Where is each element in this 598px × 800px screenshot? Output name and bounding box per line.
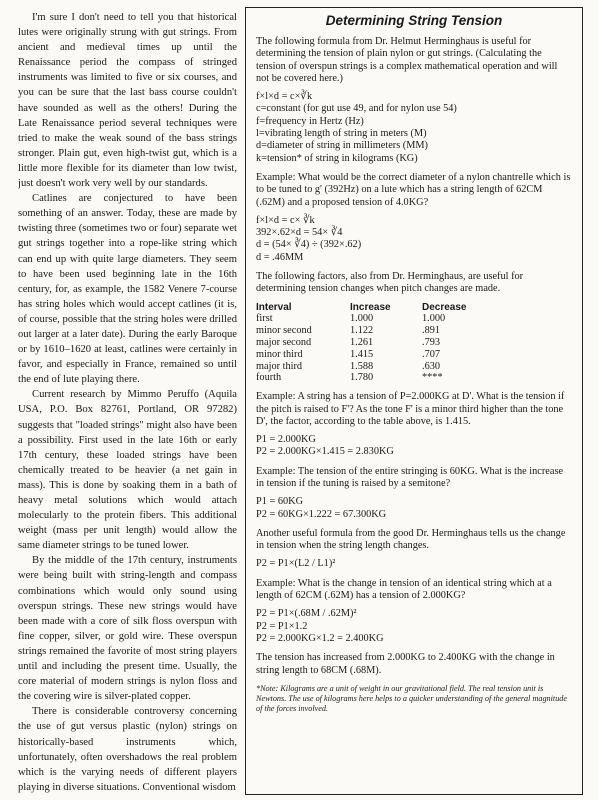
calc-line: P2 = P1×1.2 xyxy=(256,620,308,632)
left-column xyxy=(18,10,237,796)
cell-decrease: .630 xyxy=(422,360,441,372)
calculation-length-change xyxy=(256,608,572,645)
calc-line: P2 = 2.000KG×1.2 = 2.400KG xyxy=(256,632,384,644)
table-header-row xyxy=(256,302,492,314)
paragraph-gut-strings: I'm sure I don't need to tell you that historical lutes were originally strung with gut strings. From ancient and medieval times up until the Renaissance period the compass of stringed instruments was limited to five or six courses, and you can be sure that the last bass course couldn't have sounded as well as the others! During the Late Renaissance period several techniques were tried to make the weak sound of the bass strings stronger. Plain gut, even high-twist gut, which is a little more flexible for its diameter than low twist, just doesn't work very well by our standards. xyxy=(18,12,237,190)
paragraph-overspun-strings: By the middle of the 17th century, instruments were being built with string-length and compass combinations which would only sound using overspun strings. These new strings would have been made with a core of silk floss overspun with fine copper, silver, or gold wire. These overspun strings remained the favorite of most string players until and including the present time. Usually, the core material of modern strings is nylon floss and the covering wire is silver-plated copper. xyxy=(18,555,237,703)
header-decrease: Decrease xyxy=(422,301,467,313)
footnote: *Note: Kilograms are a unit of weight in our gravitational field. The real tension unit is Newtons. The use of kilograms here helps to a quicker understanding of the general magnitude of the forces involved. xyxy=(256,683,568,713)
calc-line: d = (54× ∛4) ÷ (392×.62) xyxy=(256,239,362,251)
cell-increase: 1.261 xyxy=(350,337,374,349)
example-length-change: Example: What is the change in tension of an identical string which at a length of 62CM (.62M) has a tension of 2.000KG? xyxy=(256,577,552,602)
cell-interval: major second xyxy=(256,337,312,349)
calc-line: P2 = 60KG×1.222 = 67.300KG xyxy=(256,508,387,520)
calc-line: P1 = 60KG xyxy=(256,496,303,508)
paragraph-loaded-strings: Current research by Mimmo Peruffo (Aquila USA, P.O. Box 82761, Portland, OR 97282) suggests that "loaded strings" might also have been a possibility. First used in the late 16th or early 17th century, these loaded strings have been chemically treated to be heavier (a net gain in mass). This is done by soaking them in a bath of heavy metal solutions which would attach molecularly to the protein fibers. This additional weight (mass per unit length) would allow the same diameter strings to be tuned lower. xyxy=(18,389,237,552)
cell-interval: major third xyxy=(256,360,303,372)
formula-line: c=constant (for gut use 49, and for nylon use 54) xyxy=(256,103,457,115)
header-increase: Increase xyxy=(350,301,391,313)
cell-increase: 1.000 xyxy=(350,313,374,325)
formula-line: f=frequency in Hertz (Hz) xyxy=(256,115,364,127)
cell-decrease: .707 xyxy=(422,348,441,360)
length-formula: P2 = P1×(L2 / L1)² xyxy=(256,558,336,570)
cell-increase: 1.122 xyxy=(350,325,374,337)
example-semitone: Example: The tension of the entire stringing is 60KG. What is the increase in tension if the tuning is raised by a semitone? xyxy=(256,465,564,489)
calc-line: P1 = 2.000KG xyxy=(256,434,316,446)
table-row xyxy=(256,361,492,373)
formula-line: l=vibrating length of string in meters (M) xyxy=(256,128,427,140)
box-title: Determining String Tension xyxy=(325,13,503,28)
factors-intro: The following factors, also from Dr. Herminghaus, are useful for determining tension changes when pitch changes are made. xyxy=(256,271,524,295)
another-formula-text: Another useful formula from the good Dr. Herminghaus tells us the change in tension when the string length changes. xyxy=(256,527,566,552)
calculation-pitch-change xyxy=(256,434,572,459)
formula-line: k=tension* of string in kilograms (KG) xyxy=(256,152,418,164)
cell-interval: minor second xyxy=(256,325,312,337)
calc-line: f×l×d = c× ∛k xyxy=(256,214,315,226)
cell-interval: fourth xyxy=(256,372,282,384)
cell-increase: 1.780 xyxy=(350,372,374,384)
cell-decrease: 1.000 xyxy=(422,313,446,325)
calc-line: d = .46MM xyxy=(256,251,304,263)
cell-increase: 1.415 xyxy=(350,348,374,360)
table-row xyxy=(256,372,492,384)
paragraph-catlines: Catlines are conjectured to have been something of an answer. Today, these are made by twisting three (sometimes two or four) separate wet gut strings together into a rope-like string which can end up with quite large diameters. They seem to have been used beginning late in the 16th century, for, as example, the 1582 Venere 7-course has string holes which would accept catlines (it is, of course, possible that the string holes were drilled out larger at a later date). During the early Baroque or by 1610–1620 at least, catlines were certainly in favor, and especially in France, remained so until the end of lute playing there. xyxy=(18,193,237,386)
table-row xyxy=(256,313,492,325)
cell-decrease: .793 xyxy=(422,337,441,349)
cell-interval: minor third xyxy=(256,348,303,360)
cell-decrease: .891 xyxy=(422,325,441,337)
cell-decrease: **** xyxy=(422,372,443,384)
formula-line: d=diameter of string in millimeters (MM) xyxy=(256,140,428,152)
cell-interval: first xyxy=(256,313,273,325)
box-intro: The following formula from Dr. Helmut Herminghaus is useful for determining the tension of plain nylon or gut strings. (Calculating the tension of overspun strings is a complex mathematical operation and will not be covered here.) xyxy=(256,36,558,84)
conclusion-text: The tension has increased from 2.000KG to 2.400KG with the change in string length to 68CM (.68M). xyxy=(256,652,555,676)
string-tension-box xyxy=(245,7,583,795)
calc-line: 392×.62×d = 54× ∛4 xyxy=(256,227,343,239)
calc-line: P2 = P1×(.68M / .62M)² xyxy=(256,608,357,620)
table-row xyxy=(256,349,492,361)
formula-definitions xyxy=(256,91,572,165)
paragraph-controversy: There is considerable controversy concerning the use of gut versus plastic (nylon) strings on historically-based instruments which, unfortunately, often overshadows the real problem which is the varying needs of different players playing in diverse situations. Conventional wisdom xyxy=(18,706,237,793)
calculation-semitone xyxy=(256,496,572,521)
interval-factor-table xyxy=(256,302,492,385)
cell-increase: 1.588 xyxy=(350,360,374,372)
formula-line: f×l×d = c×∛k xyxy=(256,91,313,103)
example-pitch-change: Example: A string has a tension of P=2.000KG at D'. What is the tension if the pitch is raised to F'? As the tone F' is a minor third higher than the tone D', the factor, according to the table above, is 1.415. xyxy=(256,391,565,427)
table-row xyxy=(256,325,492,337)
example-diameter: Example: What would be the correct diameter of a nylon chantrelle which is to be tuned to g' (392Hz) on a lute which has a string length of 62CM (.62M) and a proposed tension of 4.0KG? xyxy=(256,171,571,208)
calculation-diameter xyxy=(256,215,572,264)
calc-line: P2 = 2.000KG×1.415 = 2.830KG xyxy=(256,446,394,458)
header-interval: Interval xyxy=(256,301,292,313)
table-row xyxy=(256,337,492,349)
